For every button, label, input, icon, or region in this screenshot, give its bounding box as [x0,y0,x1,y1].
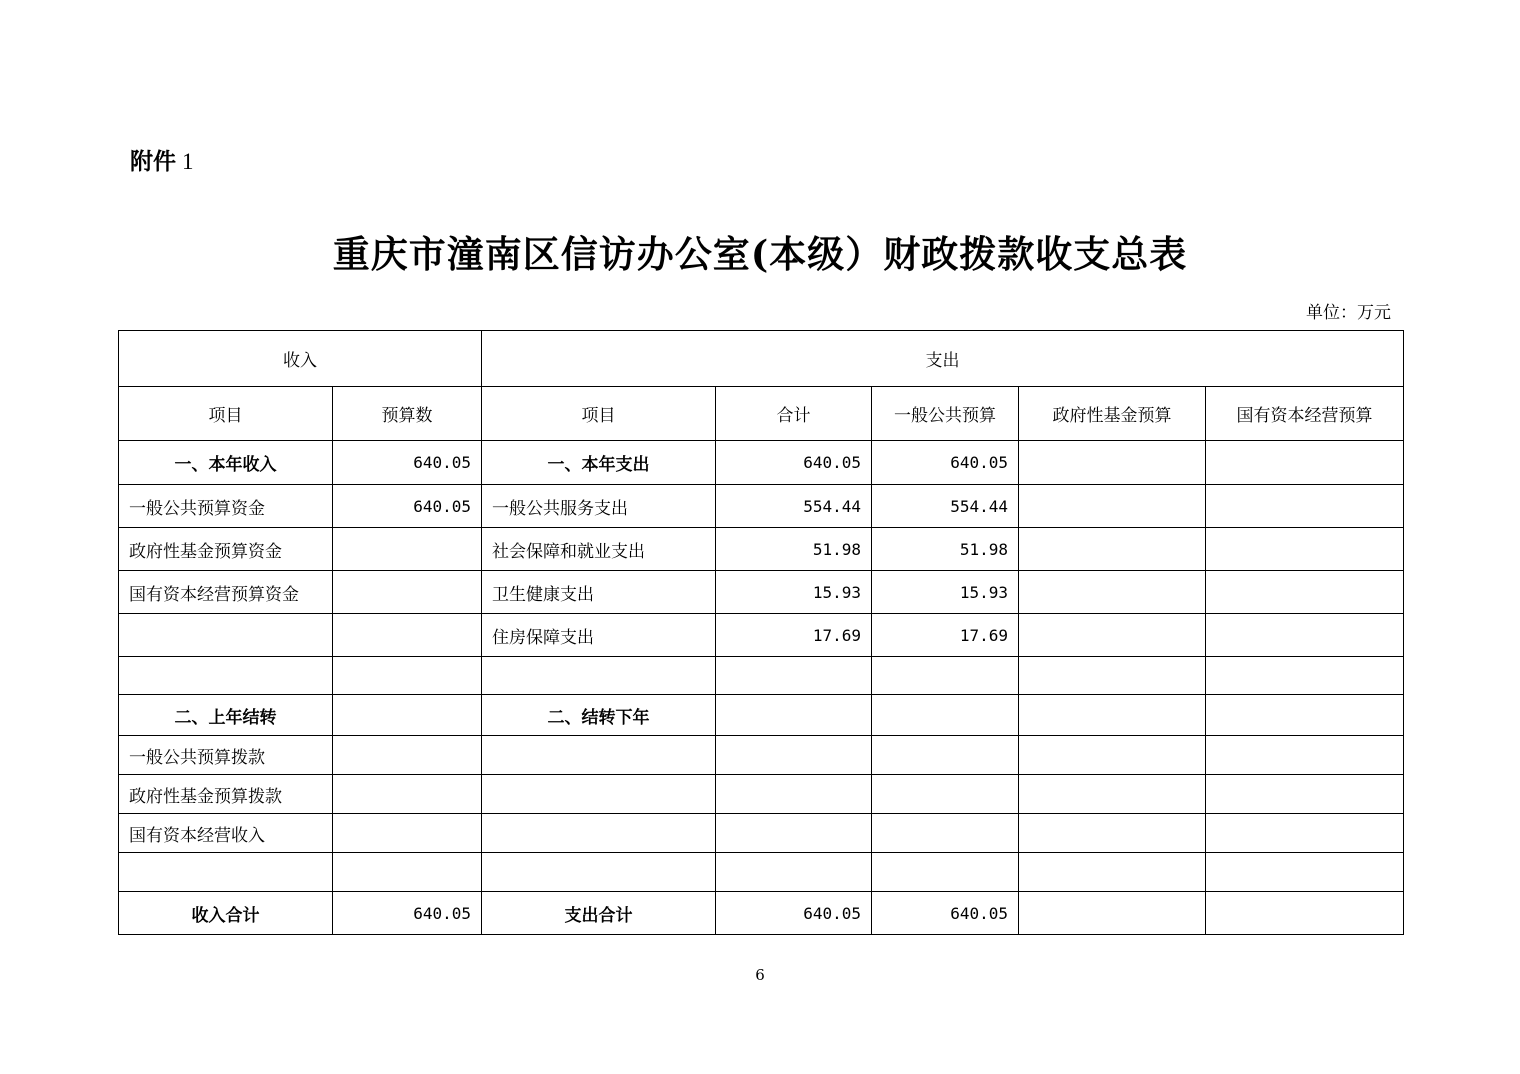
expense-total-cell: 51.98 [716,528,872,571]
expense-group-header: 支出 [482,331,1404,387]
general-budget-cell: 15.93 [872,571,1019,614]
table-row [119,892,1404,935]
attachment-label [130,143,194,176]
fund-budget-cell [1019,614,1206,657]
expense-item-cell [482,775,716,814]
column-header-state-budget: 国有资本经营预算 [1206,387,1404,441]
budget-summary-table [118,330,1404,935]
table-row [119,853,1404,892]
income-amount-cell [333,571,482,614]
income-amount-cell [333,695,482,736]
state-budget-cell [1206,736,1404,775]
income-group-header: 收入 [119,331,482,387]
table-row [119,614,1404,657]
income-amount-cell: 640.05 [333,485,482,528]
general-budget-cell: 51.98 [872,528,1019,571]
table-group-header-row [119,331,1404,387]
state-budget-cell [1206,892,1404,935]
income-item-cell: 一般公共预算资金 [119,485,333,528]
expense-total-cell [716,814,872,853]
table-column-header-row [119,387,1404,441]
page-title: 重庆市潼南区信访办公室(本级）财政拨款收支总表 [332,232,1188,276]
table-row [119,571,1404,614]
general-budget-cell [872,814,1019,853]
state-budget-cell [1206,485,1404,528]
state-budget-cell [1206,853,1404,892]
income-item-cell: 国有资本经营预算资金 [119,571,333,614]
column-header-budget: 预算数 [333,387,482,441]
page-number: 6 [755,966,765,984]
attachment-number: 1 [182,149,194,174]
fund-budget-cell [1019,441,1206,485]
general-budget-cell: 554.44 [872,485,1019,528]
state-budget-cell [1206,695,1404,736]
expense-item-cell: 卫生健康支出 [482,571,716,614]
expense-item-cell [482,657,716,695]
income-item-cell [119,614,333,657]
fund-budget-cell [1019,695,1206,736]
income-amount-cell [333,853,482,892]
expense-item-cell [482,853,716,892]
fund-budget-cell [1019,657,1206,695]
table-row [119,528,1404,571]
income-item-cell: 一般公共预算拨款 [119,736,333,775]
table-row [119,441,1404,485]
fund-budget-cell [1019,528,1206,571]
column-header-general-budget: 一般公共预算 [872,387,1019,441]
general-budget-cell [872,775,1019,814]
income-amount-cell [333,528,482,571]
fund-budget-cell [1019,814,1206,853]
income-item-cell: 政府性基金预算拨款 [119,775,333,814]
state-budget-cell [1206,528,1404,571]
general-budget-cell [872,695,1019,736]
table-row [119,695,1404,736]
expense-total-cell: 15.93 [716,571,872,614]
column-header-expense-item: 项目 [482,387,716,441]
expense-item-cell: 社会保障和就业支出 [482,528,716,571]
column-header-total: 合计 [716,387,872,441]
expense-total-cell: 640.05 [716,892,872,935]
fund-budget-cell [1019,892,1206,935]
income-amount-cell [333,657,482,695]
fund-budget-cell [1019,571,1206,614]
expense-total-cell [716,657,872,695]
attachment-label-text: 附件 [130,149,176,175]
state-budget-cell [1206,657,1404,695]
table-row [119,814,1404,853]
state-budget-cell [1206,775,1404,814]
income-amount-cell [333,736,482,775]
expense-total-cell: 640.05 [716,441,872,485]
fund-budget-cell [1019,775,1206,814]
income-amount-cell [333,775,482,814]
expense-item-cell: 支出合计 [482,892,716,935]
table-row [119,485,1404,528]
fund-budget-cell [1019,736,1206,775]
general-budget-cell [872,736,1019,775]
income-item-cell: 二、上年结转 [119,695,333,736]
income-amount-cell [333,814,482,853]
general-budget-cell: 640.05 [872,892,1019,935]
expense-total-cell [716,775,872,814]
expense-total-cell [716,695,872,736]
expense-item-cell: 一般公共服务支出 [482,485,716,528]
column-header-income-item: 项目 [119,387,333,441]
expense-item-cell: 二、结转下年 [482,695,716,736]
expense-item-cell: 住房保障支出 [482,614,716,657]
income-amount-cell: 640.05 [333,892,482,935]
income-amount-cell: 640.05 [333,441,482,485]
expense-total-cell: 17.69 [716,614,872,657]
state-budget-cell [1206,571,1404,614]
general-budget-cell: 640.05 [872,441,1019,485]
expense-total-cell [716,853,872,892]
table-row [119,657,1404,695]
general-budget-cell: 17.69 [872,614,1019,657]
income-item-cell: 政府性基金预算资金 [119,528,333,571]
general-budget-cell [872,853,1019,892]
income-item-cell: 收入合计 [119,892,333,935]
fund-budget-cell [1019,853,1206,892]
state-budget-cell [1206,814,1404,853]
table-body [119,441,1404,935]
income-amount-cell [333,614,482,657]
general-budget-cell [872,657,1019,695]
table-row [119,775,1404,814]
state-budget-cell [1206,441,1404,485]
expense-item-cell [482,736,716,775]
unit-label: 单位：万元 [1306,303,1391,323]
expense-item-cell: 一、本年支出 [482,441,716,485]
table-row [119,736,1404,775]
income-item-cell [119,853,333,892]
expense-total-cell: 554.44 [716,485,872,528]
income-item-cell [119,657,333,695]
fund-budget-cell [1019,485,1206,528]
state-budget-cell [1206,614,1404,657]
income-item-cell: 一、本年收入 [119,441,333,485]
expense-total-cell [716,736,872,775]
column-header-fund-budget: 政府性基金预算 [1019,387,1206,441]
income-item-cell: 国有资本经营收入 [119,814,333,853]
expense-item-cell [482,814,716,853]
